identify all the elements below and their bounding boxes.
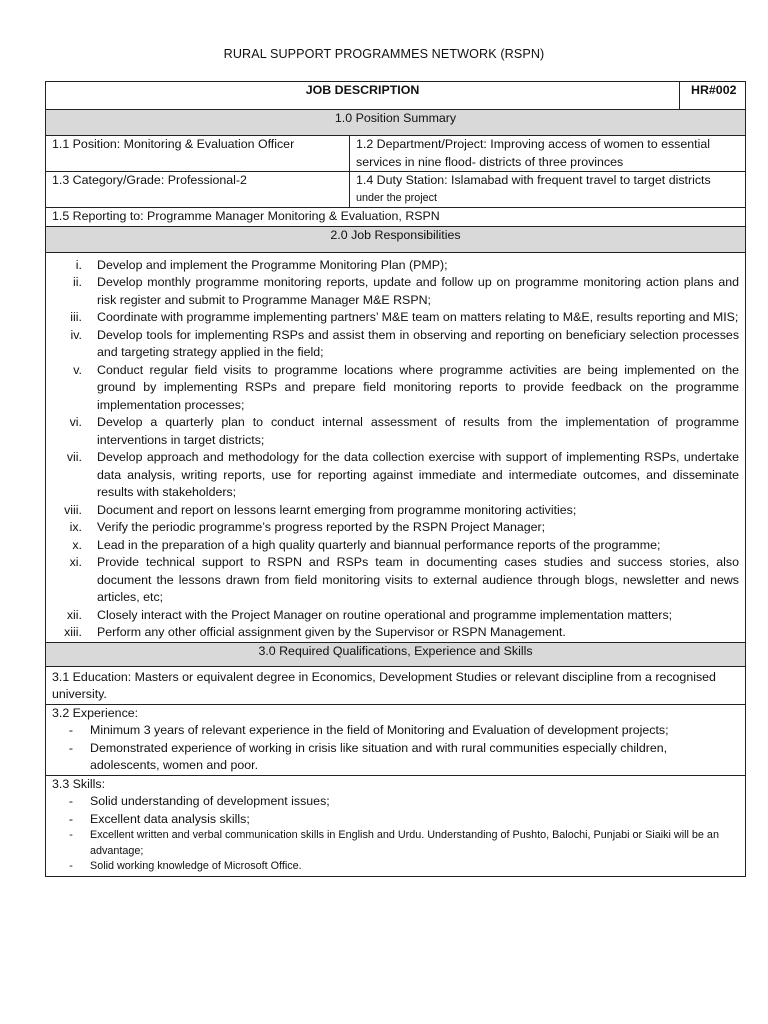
responsibility-text: Develop and implement the Programme Monitoring Plan (PMP); <box>97 257 448 272</box>
responsibility-number: ii. <box>73 275 82 289</box>
skills-cell <box>46 775 746 876</box>
responsibility-text: Develop approach and methodology for the data collection exercise with support of implementing RSPs, undertake data analysis, writing reports, use for reporting against immediate and intermediate outcomes, and disseminate results with stakeholders; <box>97 450 740 499</box>
experience-item-text: Minimum 3 years of relevant experience in the field of Monitoring and Evaluation of development projects; <box>90 723 669 737</box>
responsibility-item <box>52 502 739 520</box>
responsibility-number: i. <box>75 257 82 272</box>
responsibility-text: Develop a quarterly plan to conduct internal assessment of results from the implementation of programme interventions in target districts; <box>97 415 740 447</box>
skill-item <box>52 811 739 829</box>
responsibilities-row <box>46 252 746 642</box>
skill-item-text: Excellent data analysis skills; <box>90 811 250 826</box>
responsibility-number: iv. <box>70 327 82 342</box>
position-cell: 1.1 Position: Monitoring & Evaluation Officer <box>46 136 350 172</box>
responsibility-number: ix. <box>69 520 82 534</box>
dash-bullet: - <box>69 829 73 841</box>
responsibility-number: iii. <box>70 310 82 324</box>
experience-label: 3.2 Experience: <box>52 705 139 720</box>
education-row <box>46 666 746 704</box>
position-department-row <box>46 136 746 172</box>
category-duty-row <box>46 172 746 208</box>
responsibility-text: Develop monthly programme monitoring reports, update and follow up on programme monitoring action plans and risk register and submit to Programme Manager M&E RSPN; <box>97 275 740 307</box>
reporting-cell: 1.5 Reporting to: Programme Manager Monitoring & Evaluation, RSPN <box>46 208 746 227</box>
skills-list <box>52 793 739 875</box>
responsibility-item <box>52 274 739 309</box>
experience-row <box>46 704 746 775</box>
responsibility-item <box>52 607 739 625</box>
department-cell: 1.2 Department/Project: Improving access of women to essential services in nine flood- districts of three provinces <box>350 136 746 172</box>
section-2-header <box>46 226 746 252</box>
skill-item <box>52 828 739 859</box>
responsibility-item <box>52 519 739 537</box>
responsibility-number: vii. <box>66 450 82 464</box>
section-1-title: 1.0 Position Summary <box>46 110 746 136</box>
section-2-title: 2.0 Job Responsibilities <box>46 226 746 252</box>
responsibility-number: v. <box>73 362 82 377</box>
responsibilities-list <box>52 257 739 642</box>
responsibility-number: xiii. <box>64 625 82 639</box>
responsibility-item <box>52 449 739 502</box>
section-1-header <box>46 110 746 136</box>
responsibility-text: Coordinate with programme implementing partners’ M&E team on matters relating to M&E, results reporting and MIS; <box>97 310 739 324</box>
responsibility-item <box>52 362 739 415</box>
responsibility-number: vi. <box>69 415 82 429</box>
document-code: HR#002 <box>680 82 746 110</box>
responsibility-text: Conduct regular field visits to programme locations where programme activities are being implemented on the ground by implementing RSPs and prepare field monitoring reports to provide feedback on the programme implementation processes; <box>97 362 740 412</box>
responsibilities-cell <box>46 252 746 642</box>
experience-item <box>52 722 739 740</box>
responsibility-item <box>52 624 739 642</box>
header-row <box>46 82 746 110</box>
responsibility-item <box>52 554 739 607</box>
dash-bullet: - <box>68 740 74 755</box>
experience-cell <box>46 704 746 775</box>
job-description-table <box>45 81 746 877</box>
duty-station-cell <box>350 172 746 208</box>
experience-item <box>52 740 739 775</box>
responsibility-item <box>52 414 739 449</box>
dash-bullet: - <box>69 860 73 872</box>
section-3-title: 3.0 Required Qualifications, Experience and Skills <box>46 642 746 666</box>
dash-bullet: - <box>68 723 74 737</box>
education-cell: 3.1 Education: Masters or equivalent degree in Economics, Development Studies or relevant discipline from a recognised university. <box>46 666 746 704</box>
skill-item <box>52 793 739 811</box>
experience-item-text: Demonstrated experience of working in crisis like situation and with rural communities especially children, adolescents, women and poor. <box>90 740 668 772</box>
dash-bullet: - <box>68 811 74 826</box>
responsibility-number: viii. <box>64 502 82 517</box>
duty-station-note: under the project <box>356 191 438 204</box>
responsibility-text: Develop tools for implementing RSPs and assist them in observing and reporting on beneficiary selection processes and targeting strategy applied in the field; <box>97 327 740 359</box>
responsibility-number: xi. <box>69 555 82 569</box>
job-description-heading: JOB DESCRIPTION <box>46 82 680 110</box>
responsibility-text: Document and report on lessons learnt emerging from programme monitoring activities; <box>97 502 577 517</box>
responsibility-item <box>52 537 739 555</box>
responsibility-text: Lead in the preparation of a high quality quarterly and biannual performance reports of the programme; <box>97 537 661 552</box>
section-3-header <box>46 642 746 666</box>
responsibility-text: Verify the periodic programme’s progress reported by the RSPN Project Manager; <box>97 520 546 534</box>
organization-title: RURAL SUPPORT PROGRAMMES NETWORK (RSPN) <box>223 47 545 61</box>
category-cell: 1.3 Category/Grade: Professional-2 <box>46 172 350 208</box>
responsibility-item <box>52 257 739 275</box>
skill-item <box>52 859 739 875</box>
responsibility-number: x. <box>72 537 82 552</box>
skill-item-text: Solid working knowledge of Microsoft Office. <box>90 860 302 872</box>
responsibility-text: Closely interact with the Project Manager on routine operational and programme implementation matters; <box>97 607 673 622</box>
skill-item-text: Solid understanding of development issues; <box>90 794 330 808</box>
responsibility-number: xii. <box>66 607 82 622</box>
skill-item-text: Excellent written and verbal communication skills in English and Urdu. Understanding of Pushto, Balochi, Punjabi or Siaiki will be an advantage; <box>90 829 719 857</box>
responsibility-text: Provide technical support to RSPN and RSPs team in documenting cases studies and success stories, also document the lessons drawn from field monitoring visits to external audience through blogs, newsletter and news articles, etc; <box>97 555 740 604</box>
responsibility-item <box>52 309 739 327</box>
skills-row <box>46 775 746 876</box>
experience-list <box>52 722 739 775</box>
responsibility-item <box>52 327 739 362</box>
skills-label: 3.3 Skills: <box>52 776 106 791</box>
reporting-row <box>46 208 746 227</box>
dash-bullet: - <box>68 794 74 808</box>
responsibility-text: Perform any other official assignment given by the Supervisor or RSPN Management. <box>97 625 566 639</box>
duty-station-text: 1.4 Duty Station: Islamabad with frequent travel to target districts <box>356 173 711 187</box>
